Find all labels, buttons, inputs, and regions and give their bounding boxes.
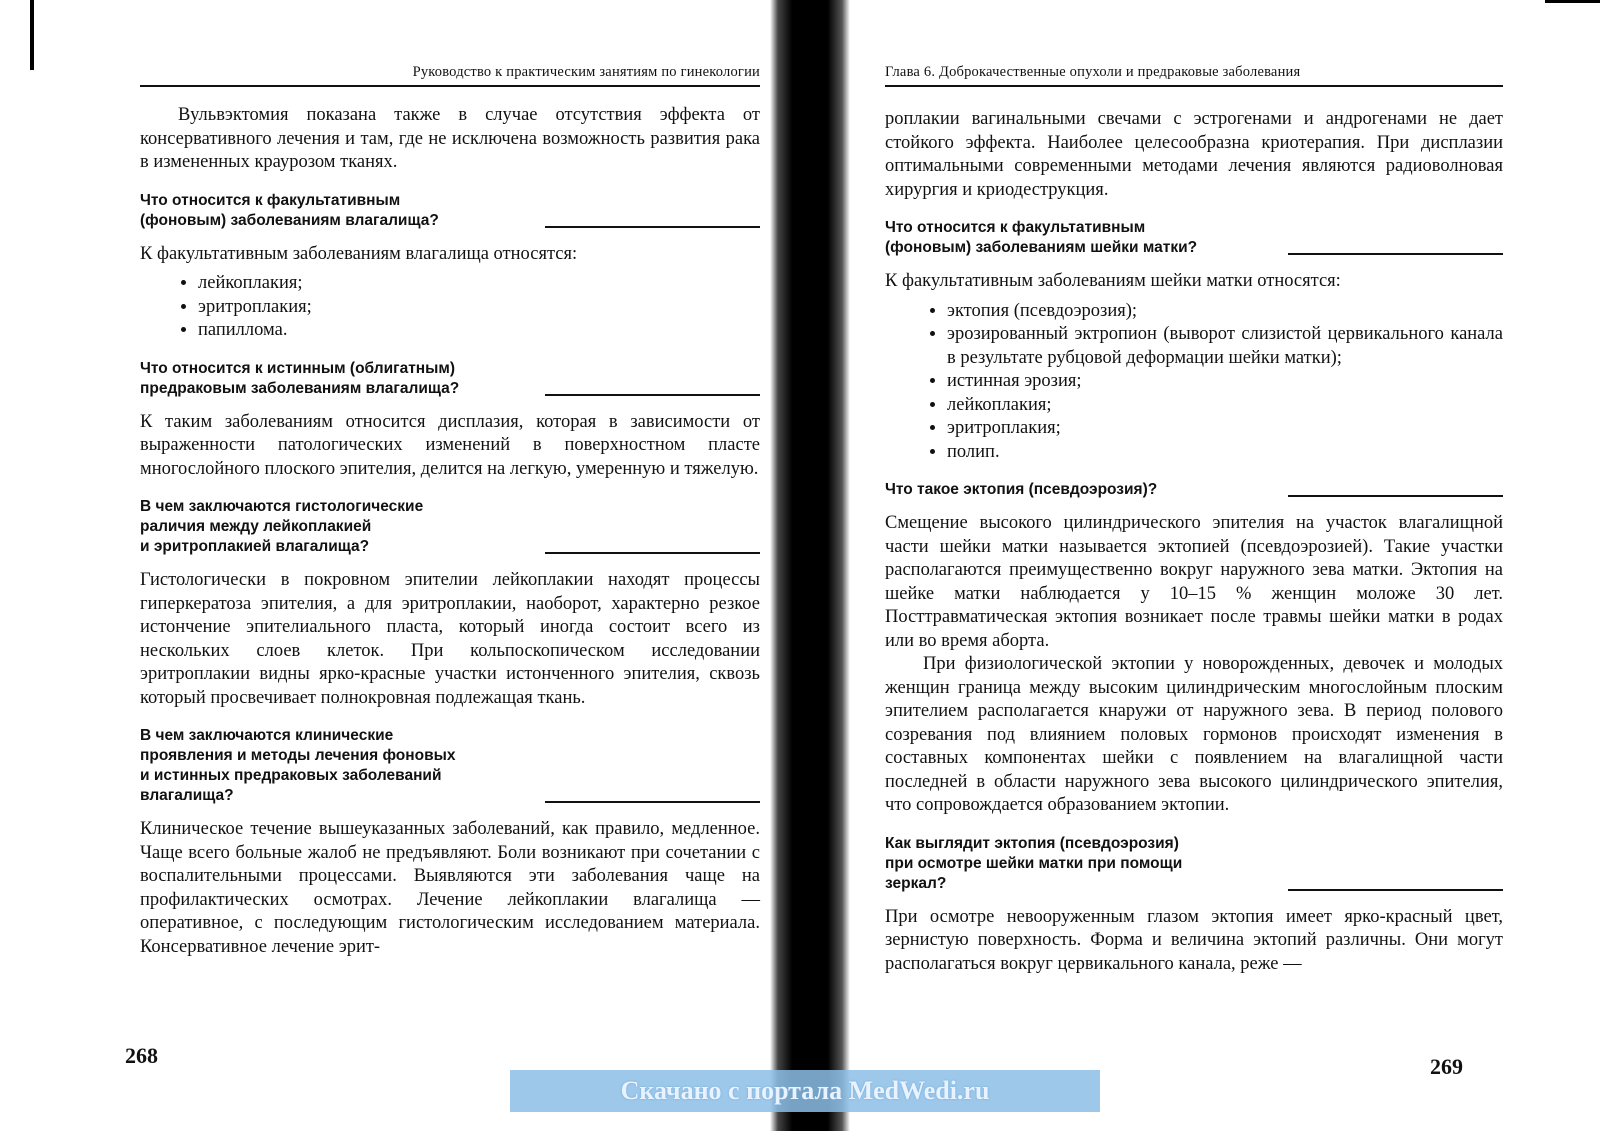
right-page	[885, 0, 1503, 1131]
right-page-content	[885, 108, 1503, 976]
book-gutter-shadow	[770, 0, 850, 1131]
scan-edge-mark	[30, 0, 34, 70]
question-heading	[140, 191, 760, 231]
list-item: • эритроплакия;	[947, 417, 1503, 441]
question-heading	[885, 480, 1503, 500]
answer-paragraph: Клиническое течение вышеуказанных заболеваний, как правило, медленное. Чаще всего больные жалоб не предъявляют. Боли возникают при сочетании с воспалительными процессами. Выявляются эти заболевания чаще на профилактических осмотрах. Лечение лейкоплакии влагалища — оперативное, с последующим гистологическим исследованием материала. Консервативное лечение эрит-	[140, 819, 760, 957]
question-heading	[140, 497, 760, 557]
answer-paragraph: Гистологически в покровном эпителии лейкоплакии находят процессы гиперкератоза эпителия, а для эритроплакии, наоборот, характерно резкое истончение эпителиального пласта, который иногда состоит всего из нескольких слоев клеток. При кольпоскопическом исследовании эритроплакии видны ярко-красные участки истонченного эпителия, сквозь который просвечивает полнокровная подлежащая ткань.	[140, 570, 760, 708]
question-rule	[1288, 889, 1503, 891]
question-rule	[545, 226, 760, 228]
question-rule	[545, 801, 760, 803]
bullet-list	[885, 300, 1503, 465]
question-rule	[1288, 495, 1503, 497]
question-heading	[140, 359, 760, 399]
question-heading	[885, 218, 1503, 258]
question-text: Как выглядит эктопия (псевдоэрозия) при осмотре шейки матки при помощи зеркал?	[885, 834, 1183, 892]
answer-paragraph: При физиологической эктопии у новорожденных, девочек и молодых женщин граница между высоким цилиндрическим многослойным плоским эпителием располагается кнаружи от наружного зева. В период полового созревания под влиянием половых гормонов происходят изменения в составных компонентах шейки с появлением на влагалищной части последней в области наружного зева высокого цилиндрического эпителия, что сопровождается образованием эктопии.	[885, 654, 1503, 815]
list-item: • лейкоплакия;	[198, 272, 760, 296]
list-item: • папиллома.	[198, 319, 760, 343]
question-text: Что такое эктопия (псевдоэрозия)?	[885, 481, 1158, 498]
page-number-left: 268	[125, 1043, 158, 1068]
left-page	[120, 0, 760, 1131]
question-text: В чем заключаются клинические проявления и методы лечения фоновых и истинных предраковых заболеваний влагалища?	[140, 727, 456, 804]
answer-paragraph: При осмотре невооруженным глазом эктопия имеет ярко-красный цвет, зернистую поверхность. Форма и величина эктопий различны. Они могут располагаться вокруг цервикального канала, реже —	[885, 906, 1503, 974]
left-page-content	[140, 104, 760, 959]
list-item: • полип.	[947, 441, 1503, 465]
watermark-banner: Скачано с портала MedWedi.ru	[510, 1070, 1100, 1112]
list-item: • эктопия (псевдоэрозия);	[947, 300, 1503, 324]
scan-edge-mark-right	[1545, 0, 1600, 3]
bullet-list	[140, 272, 760, 343]
running-head-left: Руководство к практическим занятиям по гинекологии	[140, 64, 760, 87]
paragraph-intro: Вульвэктомия показана также в случае отсутствия эффекта от консервативного лечения и там, где не исключена возможность развития рака в измененных краурозом тканях.	[140, 105, 760, 172]
question-heading	[140, 726, 760, 806]
answer-paragraph: К таким заболеваниям относится дисплазия, которая в зависимости от выраженности патологических изменений в поверхностном пласте многослойного плоского эпителия, делится на легкую, умеренную и тяжелую.	[140, 411, 760, 479]
question-text: Что относится к истинным (облигатным) предраковым заболеваниям влагалища?	[140, 359, 460, 397]
list-item: • эрозированный эктропион (выворот слизистой цервикального канала в результате рубцовой деформации шейки матки);	[947, 323, 1503, 370]
question-text: Что относится к факультативным (фоновым) заболеваниям влагалища?	[140, 191, 439, 229]
question-text: В чем заключаются гистологические раличия между лейкоплакией и эритроплакией влагалища?	[140, 498, 424, 555]
question-text: Что относится к факультативным (фоновым) заболеваниям шейки матки?	[885, 219, 1198, 256]
question-rule	[1288, 253, 1503, 255]
paragraph-intro: роплакии вагинальными свечами с эстрогенами и андрогенами не дает стойкого эффекта. Наиболее целесообразна криотерапия. При дисплазии оптимальными современными методами лечения являются радиоволновая хирургия и криодеструкция.	[885, 109, 1503, 200]
question-heading	[885, 834, 1503, 894]
answer-paragraph: К факультативным заболеваниям шейки матки относятся:	[885, 271, 1341, 291]
question-rule	[545, 552, 760, 554]
question-rule	[545, 394, 760, 396]
running-head-right: Глава 6. Доброкачественные опухоли и предраковые заболевания	[885, 64, 1503, 87]
list-item: • эритроплакия;	[198, 296, 760, 320]
answer-paragraph: Смещение высокого цилиндрического эпителия на участок влагалищной части шейки матки называется эктопией (псевдоэрозией). Такие участки располагаются преимущественно вокруг наружного зева матки. Эктопия на шейке матки наблюдается у 10–15 % женщин моложе 30 лет. Посттравматическая эктопия возникает после травмы шейки матки в родах или во время аборта.	[885, 513, 1503, 651]
list-item: • истинная эрозия;	[947, 370, 1503, 394]
list-item: • лейкоплакия;	[947, 394, 1503, 418]
page-number-right: 269	[1430, 1054, 1463, 1079]
answer-paragraph: К факультативным заболеваниям влагалища относятся:	[140, 243, 578, 264]
